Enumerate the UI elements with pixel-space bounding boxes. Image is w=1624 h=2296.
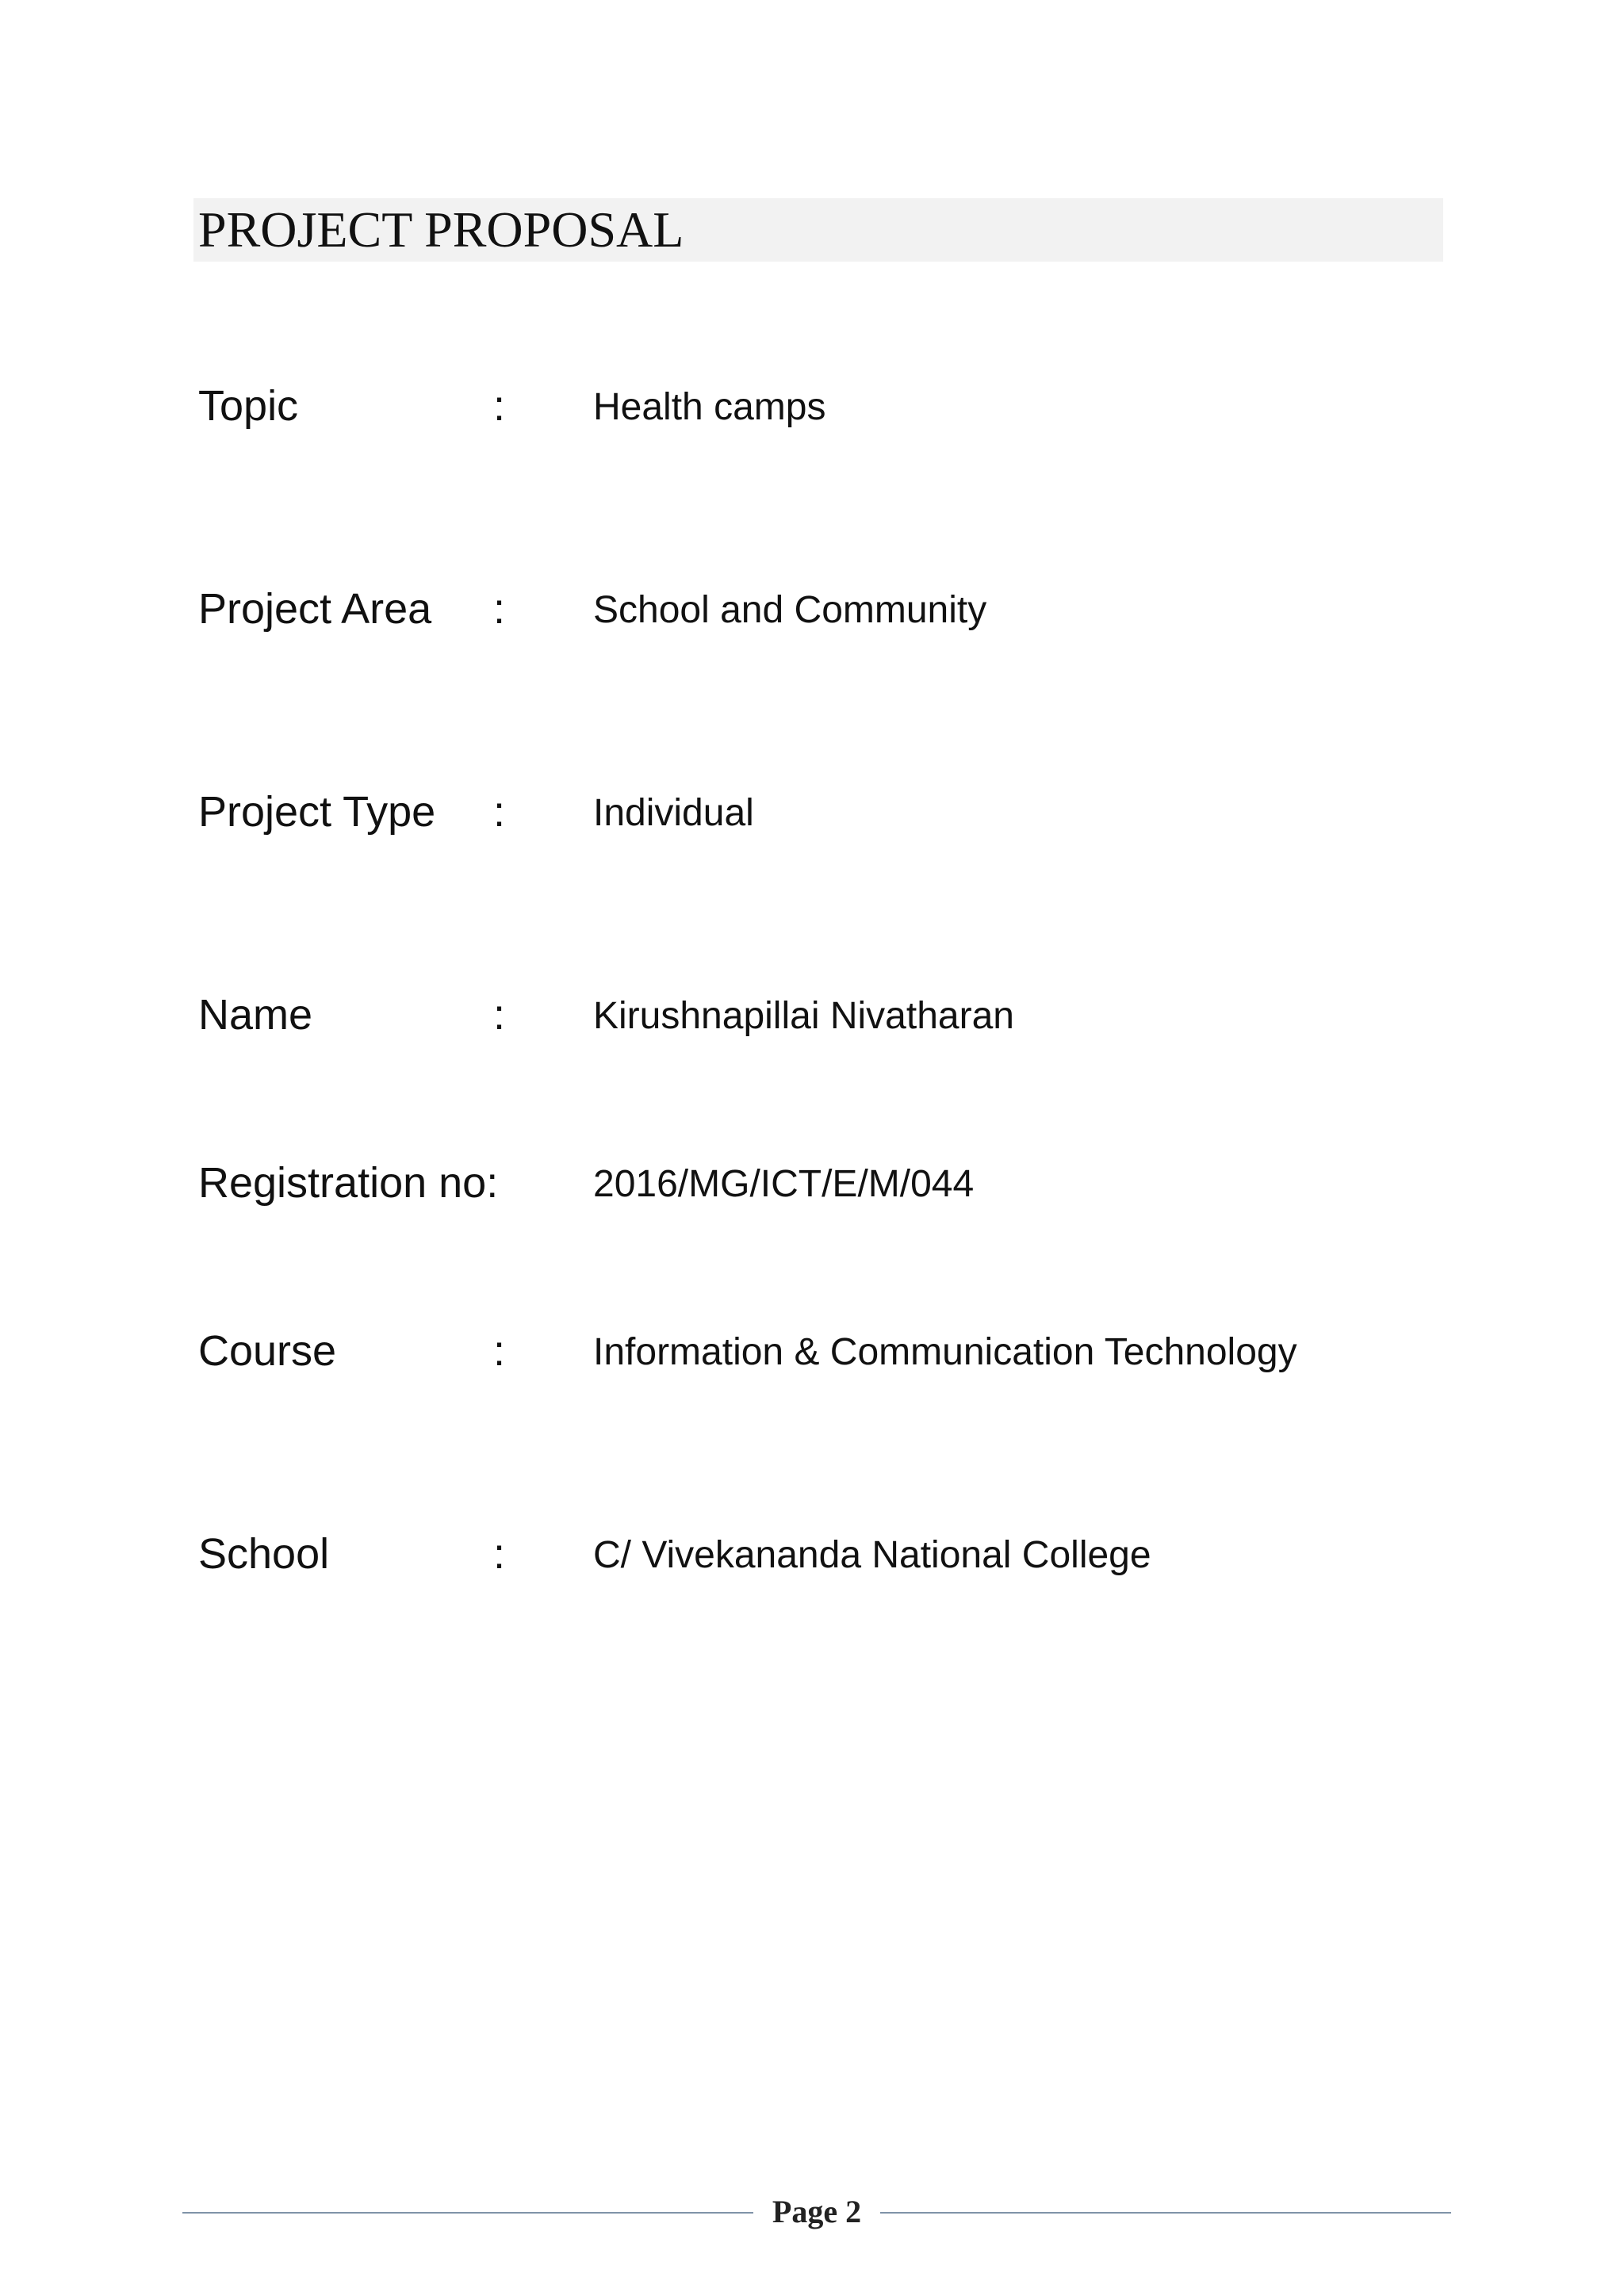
page-title: PROJECT PROPOSAL: [198, 201, 684, 258]
page-footer: [182, 2188, 1451, 2236]
field-registration-no: [198, 1151, 1435, 1215]
field-separator-project-area: :: [493, 585, 506, 633]
field-label-school: School: [198, 1530, 330, 1578]
field-value-topic: Health camps: [593, 386, 826, 428]
field-name: [198, 983, 1435, 1047]
field-label-name: Name: [198, 991, 313, 1039]
field-value-registration-no: 2016/MG/ICT/E/M/044: [593, 1163, 975, 1205]
field-separator-school: :: [493, 1530, 506, 1578]
field-label-project-type: Project Type: [198, 788, 436, 836]
field-separator-name: :: [493, 991, 506, 1039]
field-course: [198, 1319, 1435, 1383]
field-project-area: [198, 577, 1435, 641]
title-banner: [193, 198, 1443, 262]
field-value-project-type: Individual: [593, 792, 754, 834]
field-separator-topic: :: [493, 382, 506, 430]
field-school: [198, 1522, 1435, 1586]
field-value-name: Kirushnapillai Nivatharan: [593, 995, 1014, 1037]
field-label-project-area: Project Area: [198, 585, 432, 633]
field-label-topic: Topic: [198, 382, 299, 430]
field-project-type: [198, 780, 1435, 844]
page-number: Page 2: [772, 2194, 862, 2229]
field-value-project-area: School and Community: [593, 589, 987, 631]
field-separator-project-type: :: [493, 788, 506, 836]
field-value-school: C/ Vivekananda National College: [593, 1534, 1151, 1576]
footer-rule-right: [880, 2212, 1451, 2214]
field-value-course: Information & Communication Technology: [593, 1331, 1297, 1373]
field-label-registration-no: Registration no:: [198, 1159, 499, 1207]
footer-rule-left: [182, 2212, 753, 2214]
field-separator-course: :: [493, 1327, 506, 1375]
field-label-course: Course: [198, 1327, 337, 1375]
field-topic: [198, 374, 1435, 438]
